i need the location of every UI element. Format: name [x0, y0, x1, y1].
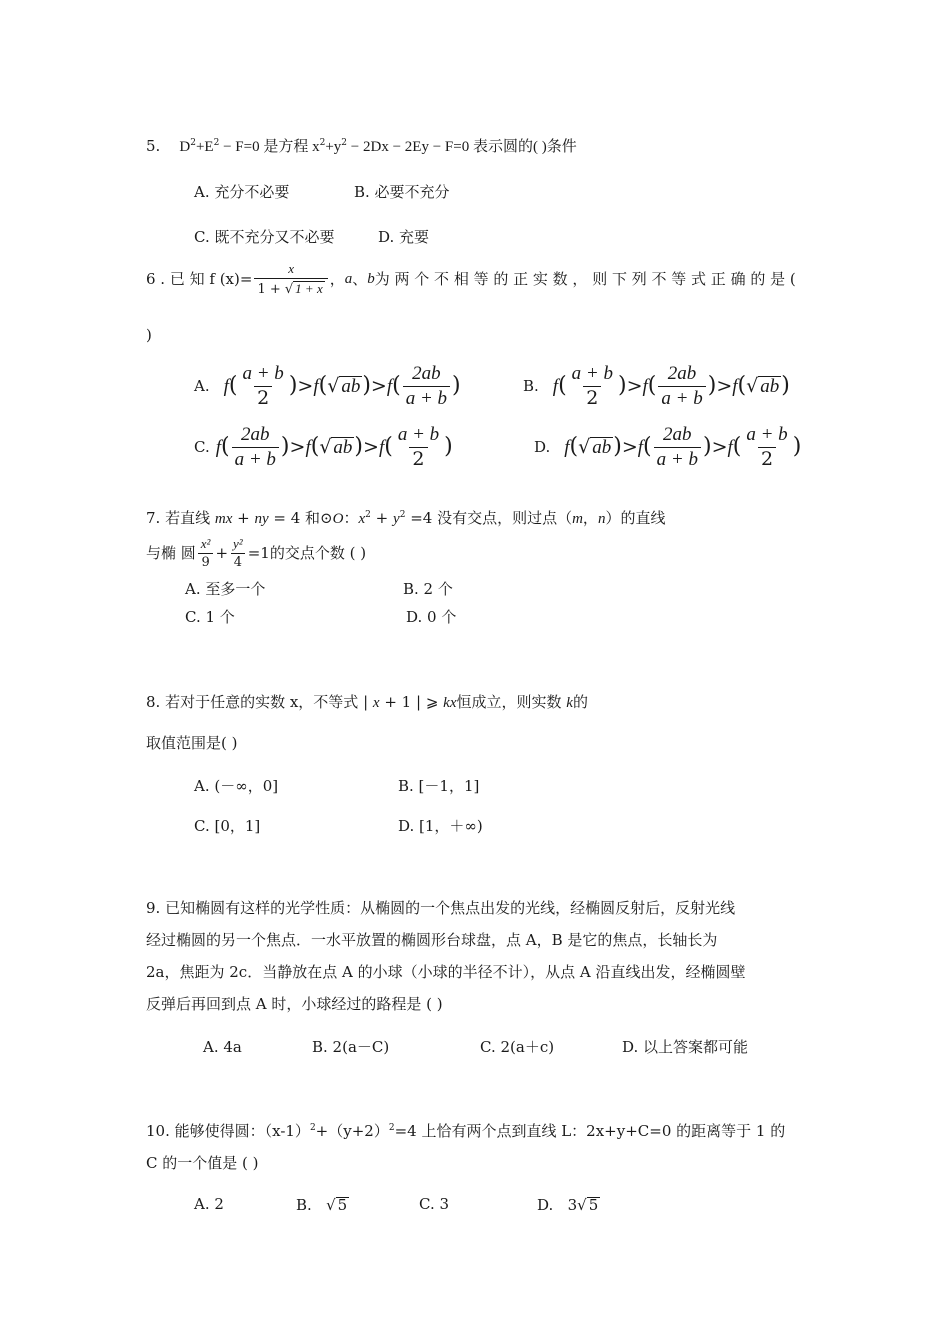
q10-tail: =4 上恰有两个点到直线 L：2x+y+C=0 的距离等于 1 的 — [394, 1122, 786, 1140]
q6-d-sqrt-ab: ab — [592, 436, 612, 458]
q6-d-frac2-num: a + b — [746, 424, 788, 445]
q6-den-sqrt — [285, 281, 325, 297]
q7-O: O — [332, 511, 344, 527]
q5-sup-3: 2 — [319, 138, 326, 148]
q7-option-a: A. 至多一个 — [185, 580, 266, 598]
q7-y: y — [393, 511, 400, 527]
q6-c-sqrt — [319, 437, 354, 458]
q6-close-paren: ) — [146, 326, 152, 344]
q6-c-gt1: > — [289, 435, 306, 458]
q7-x: x — [358, 511, 366, 527]
q6-b-lparen3: ( — [737, 373, 747, 399]
q7-pre: 7. 若直线 — [146, 509, 215, 527]
sqrt-icon: √ — [578, 435, 591, 458]
q6-d-rparen1: ) — [613, 434, 622, 460]
q9-line3: 2a，焦距为 2c．当静放在点 A 的小球（小球的半径不计），从点 A 沿直线出发，经椭圆壁 — [146, 963, 746, 981]
q7-e-num1: x² — [200, 536, 211, 551]
q6-option-b — [523, 364, 790, 409]
q5-text-3: − F=0 是方程 x — [219, 139, 320, 155]
q6-c-frac2 — [395, 425, 442, 470]
q10-mid: +（y+2） — [315, 1122, 389, 1140]
q6-a-frac1 — [239, 364, 286, 409]
q7-option-d: D. 0 个 — [406, 608, 457, 626]
q7-e-eq: =1 — [247, 543, 270, 562]
q6-d-rparen3: ) — [792, 434, 802, 460]
q6-d-frac1 — [654, 425, 701, 470]
q6-lead: 6 . 已 知 f (x)= — [146, 269, 253, 288]
q8-kx: kx — [443, 695, 457, 711]
sqrt-icon: √ — [284, 281, 294, 297]
q6-d-frac2-den: 2 — [758, 447, 776, 470]
q6-option-a — [194, 364, 461, 409]
q8-x: x — [372, 695, 380, 711]
q6-c-f2: f — [305, 436, 311, 458]
q7-n: n — [597, 511, 606, 527]
q7-plus: + — [232, 509, 255, 527]
q6-c-frac1 — [232, 425, 279, 470]
q5-text-1: D — [179, 139, 191, 155]
q7-e-den1: 9 — [198, 553, 212, 570]
q10-b-five: 5 — [337, 1196, 348, 1214]
q10-d-label: D. — [537, 1196, 554, 1214]
q9-option-c: C. 2(a＋c) — [480, 1038, 555, 1056]
q6-b-f1: f — [552, 375, 559, 397]
q6-b-rparen1: ) — [618, 373, 627, 399]
q7-line1 — [146, 511, 665, 527]
q10-option-d — [537, 1197, 600, 1214]
q6-d-gt1: > — [621, 435, 638, 458]
q10-option-c: C. 3 — [419, 1195, 450, 1213]
sqrt-icon: √ — [577, 1196, 587, 1214]
q6-c-frac2-den: 2 — [409, 447, 427, 470]
q7-ellipse-frac2 — [230, 537, 246, 569]
q6-a-sqrt-ab: ab — [341, 375, 361, 397]
q5-text-5: − 2Dx − 2Ey − F=0 表示圆的( )条件 — [347, 139, 577, 155]
q6-den-one: 1 + — [257, 281, 285, 297]
q6-option-d — [534, 425, 801, 470]
q7-e-num2: y² — [233, 536, 243, 551]
q7-mx: mx — [214, 511, 233, 527]
q7-tail: ）的直线 — [605, 509, 666, 527]
q10-d-five: 5 — [588, 1196, 599, 1214]
q5-text-2: +E — [195, 139, 214, 155]
q6-a-f3: f — [386, 375, 393, 397]
q6-c-lparen2: ( — [310, 434, 320, 460]
q7-line2-pre: 与椭 圆 — [146, 543, 196, 562]
q6-d-sqrt — [578, 437, 613, 458]
q5-sup-4: 2 — [341, 138, 348, 148]
q7-line2-post: 的交点个数 ( ) — [269, 543, 367, 562]
q6-a-lparen2: ( — [318, 373, 328, 399]
q6-c-rparen2: ) — [354, 434, 364, 460]
q6-stem-tail: 为 两 个 不 相 等 的 正 实 数 ， 则 下 列 不 等 式 正 确 的 是 ( — [374, 269, 796, 288]
q8-option-a: A. (－∞，0] — [194, 777, 279, 795]
q7-option-c: C. 1 个 — [185, 608, 235, 626]
q6-d-frac1-den: a + b — [654, 447, 701, 470]
q6-b-frac1-num: a + b — [571, 363, 613, 384]
q6-a-frac2-num: 2ab — [412, 363, 441, 384]
q7-e-den2: 4 — [231, 553, 245, 570]
q6-a-label: A. — [194, 376, 210, 395]
q6-c-label: C. — [194, 437, 210, 456]
q8-option-c: C. [0，1] — [194, 817, 261, 835]
q7-option-b: B. 2 个 — [403, 580, 453, 598]
q6-stem — [146, 262, 796, 296]
q10-d-sqrt — [577, 1197, 600, 1214]
q6-b-gt2: > — [716, 374, 733, 397]
q9-line4: 反弹后再回到点 A 时，小球经过的路程是 ( ) — [146, 995, 443, 1013]
q6-sep: 、 — [352, 269, 368, 288]
q6-a-lparen1: ( — [228, 373, 238, 399]
q8-mid: 恒成立，则实数 — [456, 693, 567, 711]
q8-line2: 取值范围是( ) — [146, 734, 238, 752]
q6-a-f2: f — [313, 375, 319, 397]
q6-b-f2: f — [642, 375, 648, 397]
q10-option-a: A. 2 — [194, 1195, 224, 1213]
q6-b-frac1-den: 2 — [583, 386, 601, 409]
q6-d-f2: f — [637, 436, 644, 458]
q6-c-frac1-den: a + b — [232, 447, 279, 470]
q6-c-rparen3: ) — [444, 434, 453, 460]
q10-sup-1: 2 — [309, 1123, 316, 1133]
q6-b-frac2-den: a + b — [658, 386, 705, 409]
q6-c-f1: f — [215, 436, 221, 458]
q6-a-lparen3: ( — [392, 373, 401, 399]
q8-plus: + 1 | ⩾ — [379, 693, 444, 711]
q7-colon: ： — [343, 509, 359, 527]
q6-d-f3: f — [727, 436, 733, 458]
q6-c-frac1-num: 2ab — [241, 424, 270, 445]
q6-a-frac2-den: a + b — [403, 386, 450, 409]
q6-d-rparen2: ) — [702, 434, 712, 460]
q8-option-b: B. [－1，1] — [398, 777, 480, 795]
q8-k: k — [566, 695, 573, 711]
q7-ny: ny — [254, 511, 269, 527]
q5-text-4: +y — [325, 139, 342, 155]
q6-c-sqrt-ab: ab — [333, 436, 353, 458]
sqrt-icon: √ — [327, 374, 340, 397]
q6-b-frac1 — [569, 364, 616, 409]
q10-b-sqrt — [326, 1197, 349, 1214]
q6-c-gt2: > — [363, 435, 379, 458]
q6-c-frac2-num: a + b — [397, 424, 440, 445]
q7-eq4: = 4 和⊙ — [268, 509, 333, 527]
q7-m: m — [572, 511, 583, 527]
q9-line2: 经过椭圆的另一个焦点．一水平放置的椭圆形台球盘，点 A，B 是它的焦点，长轴长为 — [146, 931, 718, 949]
q10-d-three: 3 — [567, 1196, 578, 1214]
q6-b-frac2-num: 2ab — [667, 363, 697, 384]
q8-option-d: D. [1，＋∞) — [398, 817, 483, 835]
sqrt-icon: √ — [746, 374, 759, 397]
q7-plus2: + — [370, 509, 394, 527]
q6-den-radicand: 1 + x — [295, 280, 323, 296]
q6-a-f1: f — [223, 375, 229, 397]
q10-sup-2: 2 — [388, 1123, 395, 1133]
q6-a-rparen2: ) — [362, 373, 371, 399]
q5-option-a: A. 充分不必要 — [194, 183, 290, 201]
q6-frac-num: x — [288, 261, 294, 276]
q6-b-rparen3: ) — [781, 373, 790, 399]
q6-option-c — [194, 425, 453, 470]
q6-b-sqrt — [746, 376, 781, 397]
q6-b-f3: f — [732, 375, 738, 397]
q6-d-lparen2: ( — [643, 434, 652, 460]
q5-option-c: C. 既不充分又不必要 — [194, 228, 335, 246]
q6-a-gt1: > — [297, 374, 314, 397]
q6-b-label: B. — [523, 376, 539, 395]
q6-a-frac1-num: a + b — [242, 363, 284, 384]
q6-a-frac1-den: 2 — [254, 386, 272, 409]
q9-line1: 9. 已知椭圆有这样的光学性质：从椭圆的一个焦点出发的光线，经椭圆反射后，反射光线 — [146, 899, 736, 917]
q10-b-label: B. — [296, 1196, 312, 1214]
q10-line1 — [146, 1124, 785, 1139]
q6-var-a: a — [344, 270, 353, 287]
q8-line1 — [146, 695, 588, 711]
q6-d-label: D. — [534, 437, 551, 456]
q6-c-f3: f — [378, 436, 385, 458]
q8-tail: 的 — [572, 693, 588, 711]
q6-d-lparen1: ( — [569, 434, 579, 460]
q6-d-f1: f — [564, 436, 570, 458]
q7-sup-b: 2 — [399, 510, 406, 520]
q6-var-b: b — [367, 270, 375, 287]
q5-sup-1: 2 — [190, 138, 196, 148]
q5-option-d: D. 充要 — [378, 228, 430, 246]
q9-option-a: A. 4a — [203, 1038, 242, 1056]
q10-option-b — [296, 1197, 349, 1214]
q8-pre: 8. 若对于任意的实数 x，不等式 | — [146, 693, 373, 711]
q6-b-gt1: > — [626, 374, 643, 397]
q6-a-gt2: > — [370, 374, 387, 397]
q5-sup-2: 2 — [213, 138, 220, 148]
q6-a-rparen1: ) — [288, 373, 298, 399]
q6-frac-den — [254, 278, 327, 297]
q6-c-rparen1: ) — [280, 434, 290, 460]
q7-sup-a: 2 — [365, 510, 371, 520]
q10-pre: 10. 能够使得圆：（x-1） — [146, 1122, 310, 1140]
sqrt-icon: √ — [326, 1196, 336, 1214]
q6-a-rparen3: ) — [452, 373, 461, 399]
q9-option-b: B. 2(a－C) — [312, 1038, 390, 1056]
q9-option-d: D. 以上答案都可能 — [622, 1038, 749, 1056]
q7-eq4b: =4 没有交点，则过点（ — [405, 509, 573, 527]
q7-line2 — [146, 537, 366, 569]
q7-ellipse-frac1 — [198, 537, 214, 569]
q6-d-lparen3: ( — [732, 434, 742, 460]
q5-number: 5. — [146, 137, 161, 155]
q6-b-rparen2: ) — [707, 373, 717, 399]
q6-comma: ， — [329, 269, 345, 288]
q6-b-lparen1: ( — [558, 373, 567, 399]
q7-e-plus: + — [215, 543, 229, 562]
q10-line2: C 的一个值是 ( ) — [146, 1154, 259, 1172]
q5-stem — [146, 139, 577, 155]
q6-c-lparen1: ( — [221, 434, 230, 460]
sqrt-icon: √ — [319, 435, 332, 458]
q6-a-frac2 — [403, 364, 450, 409]
q6-c-lparen3: ( — [384, 434, 393, 460]
q6-d-frac2 — [743, 425, 790, 470]
q6-b-frac2 — [658, 364, 705, 409]
q6-b-sqrt-ab: ab — [760, 375, 780, 397]
q6-d-gt2: > — [711, 435, 728, 458]
q6-a-sqrt — [327, 376, 362, 397]
q6-fx-fraction — [254, 262, 327, 296]
q5-option-b: B. 必要不充分 — [354, 183, 450, 201]
q7-comma: ， — [582, 509, 598, 527]
q6-d-frac1-num: 2ab — [663, 424, 692, 445]
q6-b-lparen2: ( — [647, 373, 657, 399]
